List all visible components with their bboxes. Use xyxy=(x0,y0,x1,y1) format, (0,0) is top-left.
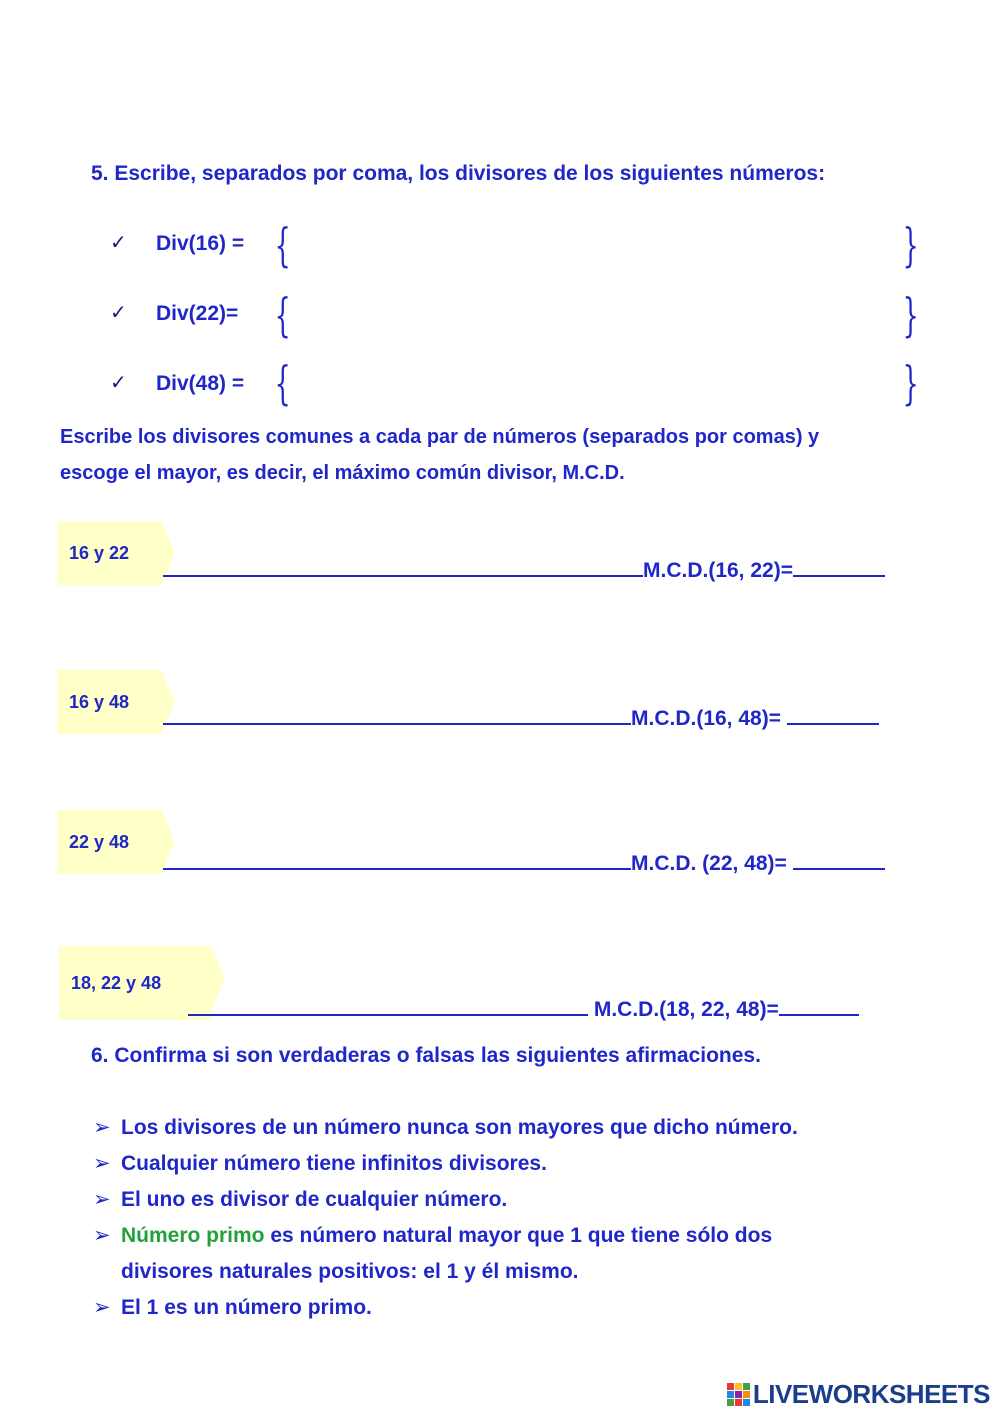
instruction-line-2: escoge el mayor, es decir, el máximo común divisor, M.C.D. xyxy=(60,462,625,484)
statement-text: Los divisores de un número nunca son mayores que dicho número. xyxy=(121,1116,798,1139)
statement-highlight: Número primo xyxy=(121,1224,265,1247)
checkmark-icon: ✓ xyxy=(110,302,127,324)
statements-list xyxy=(93,1110,973,1326)
div-label: Div(16) = xyxy=(156,232,245,255)
logo-grid-icon xyxy=(727,1383,750,1406)
checkmark-icon: ✓ xyxy=(110,372,127,394)
mcd-answer-blank[interactable] xyxy=(779,996,859,1016)
mcd-answer-blank[interactable] xyxy=(793,557,885,577)
statement-text: es número natural mayor que 1 que tiene sólo dos xyxy=(264,1224,773,1247)
mcd-label: M.C.D.(18, 22, 48)= xyxy=(588,998,779,1021)
pair-tag: 18, 22 y 48 xyxy=(59,946,211,1020)
statement-text: El 1 es un número primo. xyxy=(121,1296,372,1319)
div-48-answer-field[interactable] xyxy=(300,362,890,410)
mcd-answer-blank[interactable] xyxy=(793,850,885,870)
checkmark-icon: ✓ xyxy=(110,232,127,254)
arrow-bullet-icon: ➢ xyxy=(93,1224,111,1247)
arrow-bullet-icon: ➢ xyxy=(93,1296,111,1319)
mcd-label: M.C.D. (22, 48)= xyxy=(631,852,793,875)
list-item[interactable] xyxy=(93,1182,973,1218)
arrow-bullet-icon: ➢ xyxy=(93,1152,111,1175)
logo-text: LIVEWORKSHEETS xyxy=(752,1378,990,1409)
statement-text: El uno es divisor de cualquier número. xyxy=(121,1188,508,1211)
common-divisors-blank[interactable] xyxy=(163,850,631,870)
pair-row-16-22 xyxy=(163,557,885,583)
liveworksheets-logo xyxy=(727,1379,990,1409)
pair-tag: 16 y 22 xyxy=(57,521,161,585)
pair-tag: 22 y 48 xyxy=(57,810,161,874)
instruction-paragraph xyxy=(60,419,960,491)
statement-continuation: divisores naturales positivos: el 1 y él mismo. xyxy=(121,1260,579,1283)
list-item[interactable] xyxy=(93,1290,973,1326)
common-divisors-blank[interactable] xyxy=(163,557,643,577)
list-item[interactable] xyxy=(93,1218,973,1290)
mcd-label: M.C.D.(16, 48)= xyxy=(631,707,787,730)
list-item[interactable] xyxy=(93,1146,973,1182)
right-brace-icon: } xyxy=(902,288,919,342)
common-divisors-blank[interactable] xyxy=(188,996,588,1016)
mcd-answer-blank[interactable] xyxy=(787,705,879,725)
common-divisors-blank[interactable] xyxy=(163,705,631,725)
arrow-bullet-icon: ➢ xyxy=(93,1116,111,1139)
left-brace-icon: { xyxy=(274,356,291,410)
statement-text: Cualquier número tiene infinitos divisores. xyxy=(121,1152,547,1175)
div-label: Div(48) = xyxy=(156,372,245,395)
pair-tag: 16 y 48 xyxy=(57,670,161,734)
pair-row-22-48 xyxy=(163,850,885,876)
right-brace-icon: } xyxy=(902,218,919,272)
pair-row-16-48 xyxy=(163,705,879,731)
mcd-label: M.C.D.(16, 22)= xyxy=(643,559,793,582)
div-22-answer-field[interactable] xyxy=(300,294,890,342)
instruction-line-1: Escribe los divisores comunes a cada par de números (separados por comas) y xyxy=(60,426,820,448)
list-item[interactable] xyxy=(93,1110,973,1146)
div-label: Div(22)= xyxy=(156,302,239,325)
div-16-answer-field[interactable] xyxy=(300,224,890,272)
section-6-heading: 6. Confirma si son verdaderas o falsas las siguientes afirmaciones. xyxy=(91,1044,761,1067)
left-brace-icon: { xyxy=(274,218,291,272)
arrow-bullet-icon: ➢ xyxy=(93,1188,111,1211)
section-5-heading: 5. Escribe, separados por coma, los divisores de los siguientes números: xyxy=(91,162,826,185)
right-brace-icon: } xyxy=(902,356,919,410)
left-brace-icon: { xyxy=(274,288,291,342)
pair-row-18-22-48 xyxy=(188,996,859,1022)
